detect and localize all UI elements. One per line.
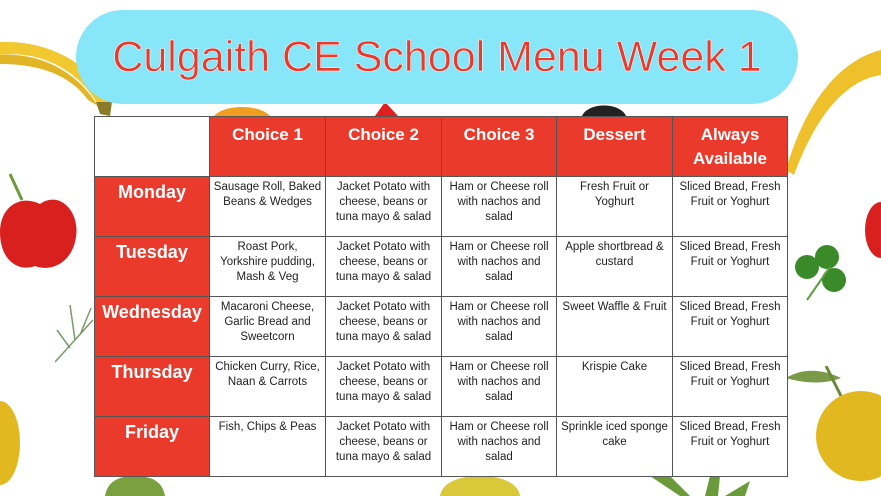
menu-cell: Sliced Bread, Fresh Fruit or Yoghurt: [673, 417, 788, 477]
lemon-bottom-icon: [440, 476, 520, 496]
menu-cell: Ham or Cheese roll with nachos and salad: [442, 357, 557, 417]
header-choice-1: Choice 1: [210, 117, 326, 177]
menu-cell: Roast Pork, Yorkshire pudding, Mash & Veg: [210, 237, 326, 297]
menu-cell: Ham or Cheese roll with nachos and salad: [442, 177, 557, 237]
menu-cell: Sliced Bread, Fresh Fruit or Yoghurt: [673, 357, 788, 417]
menu-cell: Jacket Potato with cheese, beans or tuna mayo & salad: [326, 237, 442, 297]
orange-icon: [214, 104, 270, 116]
leaf-bottom-icon: [650, 476, 750, 496]
menu-cell: Sausage Roll, Baked Beans & Wedges: [210, 177, 326, 237]
lemon-right-icon: [786, 366, 881, 496]
table-row: [95, 417, 788, 477]
menu-cell: Fresh Fruit or Yoghurt: [557, 177, 673, 237]
menu-cell: Sliced Bread, Fresh Fruit or Yoghurt: [673, 237, 788, 297]
apple-left-icon: [0, 172, 80, 272]
menu-cell: Fish, Chips & Peas: [210, 417, 326, 477]
day-label: Wednesday: [95, 297, 210, 357]
header-choice-2: Choice 2: [326, 117, 442, 177]
apple-right-icon: [864, 200, 881, 260]
day-label: Thursday: [95, 357, 210, 417]
menu-cell: Sliced Bread, Fresh Fruit or Yoghurt: [673, 297, 788, 357]
header-dessert: Dessert: [557, 117, 673, 177]
menu-cell: Jacket Potato with cheese, beans or tuna mayo & salad: [326, 417, 442, 477]
menu-cell: Sprinkle iced sponge cake: [557, 417, 673, 477]
chili-icon: [370, 102, 400, 116]
menu-cell: Krispie Cake: [557, 357, 673, 417]
header-always-available: Always Available: [673, 117, 788, 177]
menu-cell: Jacket Potato with cheese, beans or tuna mayo & salad: [326, 357, 442, 417]
menu-cell: Chicken Curry, Rice, Naan & Carrots: [210, 357, 326, 417]
table-row: [95, 237, 788, 297]
menu-cell: Jacket Potato with cheese, beans or tuna mayo & salad: [326, 177, 442, 237]
dill-icon: [55, 300, 95, 370]
parsley-icon: [792, 242, 852, 304]
menu-cell: Ham or Cheese roll with nachos and salad: [442, 237, 557, 297]
page-title: Culgaith CE School Menu Week 1: [112, 32, 762, 81]
menu-cell: Ham or Cheese roll with nachos and salad: [442, 297, 557, 357]
banana-right-icon: [786, 50, 881, 190]
corner-cell: [95, 117, 210, 177]
day-label: Tuesday: [95, 237, 210, 297]
lemon-left-icon: [0, 398, 22, 488]
table-row: [95, 357, 788, 417]
menu-table: [94, 116, 788, 477]
title-banner: [76, 10, 798, 104]
menu-cell: Jacket Potato with cheese, beans or tuna mayo & salad: [326, 297, 442, 357]
table-row: [95, 177, 788, 237]
header-row: [95, 117, 788, 177]
day-label: Friday: [95, 417, 210, 477]
day-label: Monday: [95, 177, 210, 237]
menu-cell: Ham or Cheese roll with nachos and salad: [442, 417, 557, 477]
olive-icon: [582, 102, 626, 116]
header-choice-3: Choice 3: [442, 117, 557, 177]
menu-cell: Apple shortbread & custard: [557, 237, 673, 297]
pear-icon: [95, 476, 175, 496]
menu-cell: Macaroni Cheese, Garlic Bread and Sweetcorn: [210, 297, 326, 357]
table-row: [95, 297, 788, 357]
menu-cell: Sweet Waffle & Fruit: [557, 297, 673, 357]
menu-cell: Sliced Bread, Fresh Fruit or Yoghurt: [673, 177, 788, 237]
